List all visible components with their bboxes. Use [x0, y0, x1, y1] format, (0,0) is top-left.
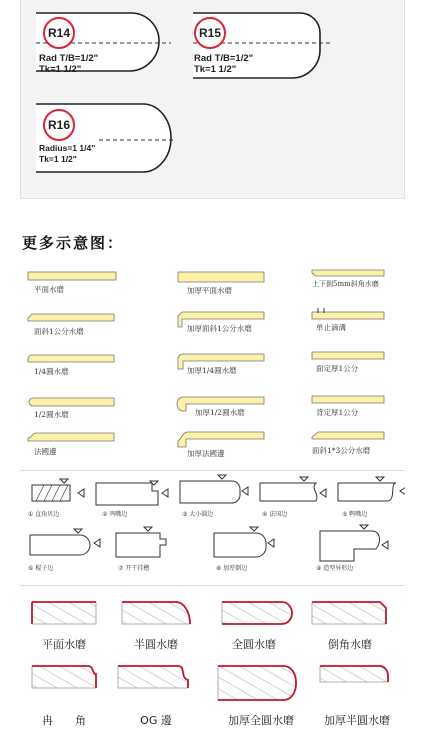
grid3-label: 全圓水磨: [232, 638, 276, 651]
grid3-label: 倒角水磨: [328, 638, 372, 651]
grid1-label: 加厚1/4圓水磨: [187, 366, 237, 375]
r15-spec: Rad T/B=1/2" Tk=1 1/2": [194, 53, 254, 75]
grid2-label: ⑦ 开干挂槽: [118, 565, 150, 572]
r15-badge: R15: [194, 17, 226, 49]
grid1-label: 背定厚1公分: [316, 408, 359, 417]
grid3-label: 半圓水磨: [134, 638, 178, 651]
edge-profile-grid-2: [20, 470, 405, 581]
grid1-label: 单止滴溝: [316, 323, 346, 332]
grid1-label: 1/4圓水磨: [34, 367, 69, 376]
grid2-label: ⑧ 加厚倒边: [216, 565, 248, 572]
r16-spec: Radius=1 1/4" Tk=1 1/2": [39, 143, 96, 164]
grid1-label: 上下倒5mm斜角水磨: [312, 280, 379, 288]
grid2-label: ⑤ 鸭嘴边: [342, 511, 368, 518]
edge-profile-grid-1: [20, 263, 405, 468]
r14-badge: R14: [43, 17, 75, 49]
grid3-label: 冉 角: [42, 714, 86, 727]
grid1-label: 面斜1*3公分水磨: [312, 446, 371, 455]
profile-card-r16: [31, 96, 183, 180]
r16-badge: R16: [43, 109, 75, 141]
grid3-label: OG 邊: [140, 714, 172, 727]
grid1-label: 1/2圓水磨: [34, 410, 69, 419]
grid1-label: 加厚法國邊: [187, 449, 225, 458]
grid2-label: ① 直角贝边: [28, 511, 60, 518]
edge-profile-grid-3: [20, 585, 405, 736]
grid1-label: 面定厚1公分: [316, 364, 359, 373]
grid2-label: ⑨ 造型异形边: [316, 565, 354, 572]
grid1-label: 加厚1/2圓水磨: [195, 408, 245, 417]
section-heading: 更多示意图：: [22, 234, 125, 252]
grid2-label: ② 鸡嘴边: [102, 511, 128, 518]
grid2-label: ③ 大小圆边: [182, 511, 214, 518]
profile-card-r15: [188, 3, 338, 87]
grid1-label: 面斜1公分水磨: [34, 327, 84, 336]
grid1-label: 平面水磨: [34, 285, 64, 294]
profile-card-r14: [31, 3, 181, 87]
grid3-label: 加厚全圓水磨: [228, 714, 294, 727]
grid2-label: ⑥ 棍子边: [28, 565, 54, 572]
grid3-label: 加厚半圓水磨: [324, 714, 390, 727]
grid1-label: 加厚面斜1公分水磨: [187, 324, 252, 333]
grid3-label: 平面水磨: [42, 638, 86, 651]
grid1-label: 加厚平面水磨: [187, 286, 232, 295]
r14-spec: Rad T/B=1/2" Tk=1 1/2": [39, 53, 99, 75]
grid1-label: 法國邊: [34, 447, 57, 456]
grid2-label: ④ 法国边: [262, 511, 288, 518]
